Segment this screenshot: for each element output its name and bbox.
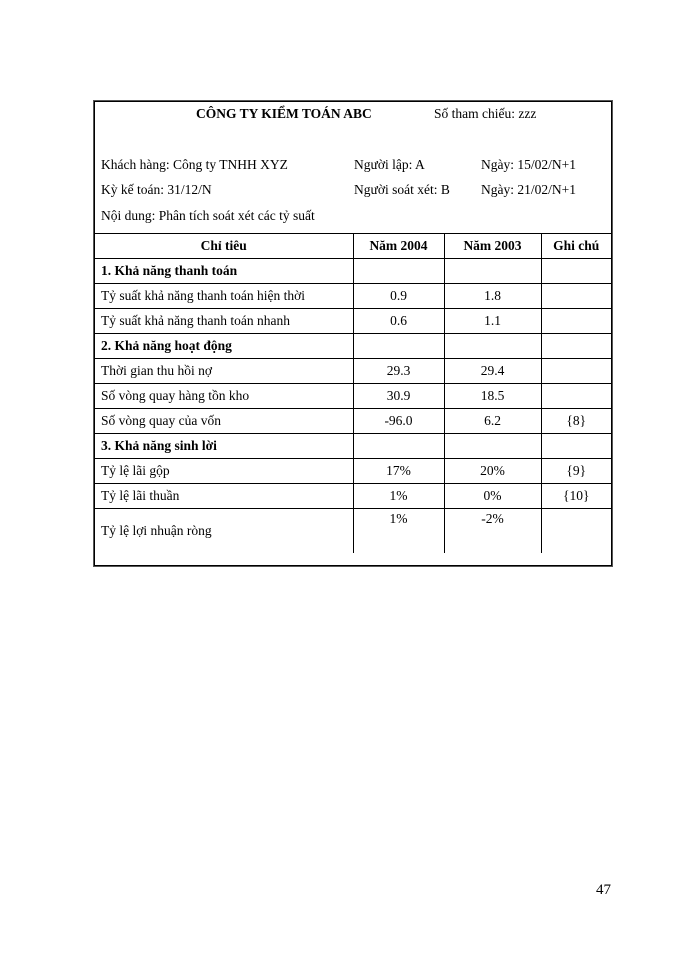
table-row [95,434,611,459]
column-header-note: Ghi chú [541,234,611,259]
table-row [95,509,611,553]
value-2004: 30.9 [353,384,444,409]
table-row [95,284,611,309]
table-row [95,359,611,384]
value-2004: 0.9 [353,284,444,309]
column-header-indicator: Chỉ tiêu [95,234,353,259]
working-paper-frame [94,101,612,566]
value-2004: 29.3 [353,359,444,384]
value-2004 [353,334,444,359]
column-header-2003: Năm 2003 [444,234,541,259]
note-cell: {10} [541,484,611,509]
value-2004: 0.6 [353,309,444,334]
note-cell [541,309,611,334]
table-header-row [95,234,611,259]
value-2004: -96.0 [353,409,444,434]
value-2003: 20% [444,459,541,484]
row-label: Tỷ suất khả năng thanh toán hiện thời [95,284,353,309]
value-2003: 1.1 [444,309,541,334]
preparer: Người lập: A [354,157,425,172]
company-name: CÔNG TY KIỂM TOÁN ABC [196,106,372,121]
row-label: Tỷ lệ lãi thuần [95,484,353,509]
row-label: Tỷ lệ lãi gộp [95,459,353,484]
section-heading: 1. Khả năng thanh toán [95,259,353,284]
value-2004 [353,434,444,459]
value-2003: 0% [444,484,541,509]
working-paper-header [95,102,611,233]
ratio-analysis-table [95,233,611,553]
note-cell [541,259,611,284]
note-cell [541,384,611,409]
value-2003: 29.4 [444,359,541,384]
row-label: Tỷ suất khả năng thanh toán nhanh [95,309,353,334]
accounting-period: Kỳ kế toán: 31/12/N [101,182,212,197]
value-2003 [444,334,541,359]
value-2003: -2% [444,509,541,553]
note-cell [541,434,611,459]
note-cell [541,359,611,384]
column-header-2004: Năm 2004 [353,234,444,259]
note-cell [541,284,611,309]
table-row [95,459,611,484]
client-name: Khách hàng: Công ty TNHH XYZ [101,157,288,172]
value-2003 [444,434,541,459]
value-2004: 1% [353,484,444,509]
note-cell: {9} [541,459,611,484]
prepared-date: Ngày: 15/02/N+1 [481,157,576,172]
value-2003: 1.8 [444,284,541,309]
reviewed-date: Ngày: 21/02/N+1 [481,182,576,197]
table-row [95,334,611,359]
value-2003: 18.5 [444,384,541,409]
row-label: Số vòng quay hàng tồn kho [95,384,353,409]
table-row [95,309,611,334]
row-label: Tỷ lệ lợi nhuận ròng [95,509,353,553]
section-heading: 3. Khả năng sinh lời [95,434,353,459]
note-cell [541,334,611,359]
value-2003: 6.2 [444,409,541,434]
value-2004: 17% [353,459,444,484]
table-row [95,384,611,409]
content-description: Nội dung: Phân tích soát xét các tỷ suất [101,208,315,223]
table-row [95,484,611,509]
page-number: 47 [596,882,611,898]
row-label: Số vòng quay của vốn [95,409,353,434]
table-row [95,259,611,284]
table-row [95,409,611,434]
value-2003 [444,259,541,284]
section-heading: 2. Khả năng hoạt động [95,334,353,359]
note-cell [541,509,611,553]
value-2004: 1% [353,509,444,553]
row-label: Thời gian thu hồi nợ [95,359,353,384]
value-2004 [353,259,444,284]
reviewer: Người soát xét: B [354,182,450,197]
reference-number: Số tham chiếu: zzz [434,106,537,121]
note-cell: {8} [541,409,611,434]
